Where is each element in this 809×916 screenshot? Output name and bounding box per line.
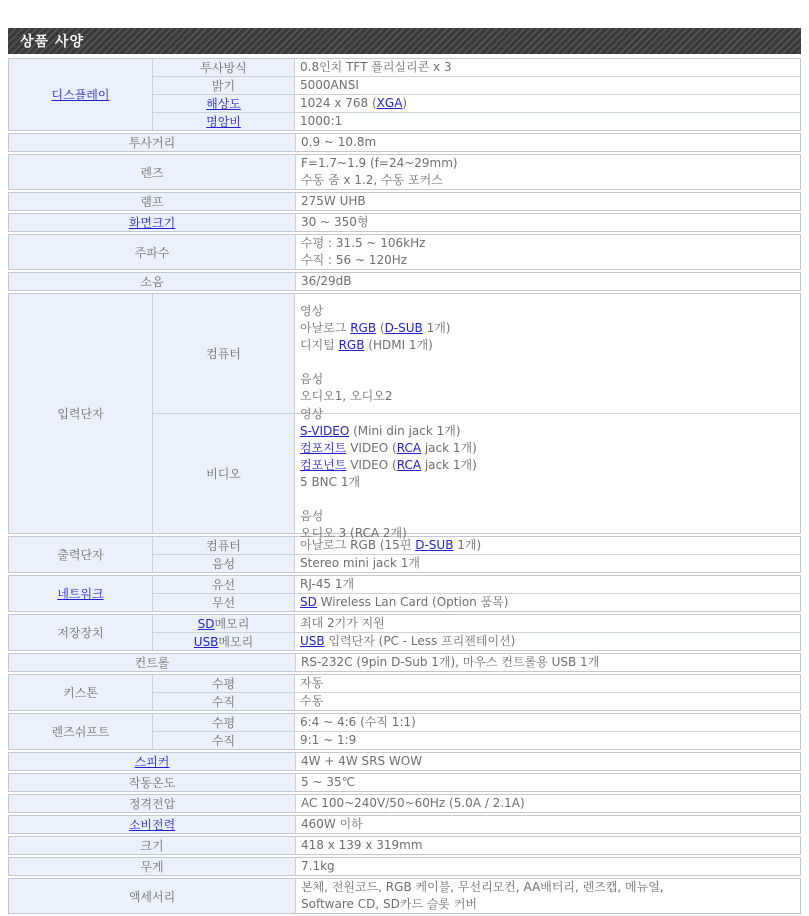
category-text: 입력단자 <box>57 407 104 421</box>
value-line <box>300 675 795 692</box>
value-text: 5 BNC 1개 <box>300 474 361 489</box>
category-text: 무게 <box>140 860 164 874</box>
spec-row <box>153 76 800 94</box>
spec-rows <box>153 537 800 572</box>
value-link[interactable]: RGB <box>350 320 377 335</box>
sub-category-cell <box>153 675 295 692</box>
value-line <box>300 95 795 112</box>
category-link[interactable]: 스피커 <box>134 755 170 769</box>
value-text: 460W 이하 <box>301 817 363 831</box>
value-line <box>300 615 795 632</box>
value-cell <box>296 214 800 231</box>
value-cell <box>296 134 800 151</box>
value-text: 6:4 ~ 4:6 (수직 1:1) <box>300 715 416 729</box>
spec-rows <box>296 134 800 151</box>
spec-row <box>153 731 800 749</box>
value-text: 30 ~ 350형 <box>301 215 369 229</box>
spec-block <box>8 857 801 876</box>
spec-row <box>153 714 800 731</box>
spec-row <box>296 654 800 671</box>
value-text: 본체, 전원코드, RGB 케이블, 무선리모컨, AA배터리, 렌즈캡, 메뉴얼, <box>301 880 664 894</box>
spec-block <box>8 773 801 792</box>
value-cell <box>295 594 800 611</box>
value-text: 1000:1 <box>300 114 343 128</box>
value-text: 디지털 <box>300 337 339 352</box>
sub-category-link[interactable]: USB <box>193 634 219 649</box>
value-line <box>301 837 795 854</box>
value-line <box>301 134 795 151</box>
sub-category-cell <box>153 414 295 533</box>
value-line <box>301 214 795 231</box>
category-cell <box>9 235 296 269</box>
value-text: 자동 <box>300 676 324 690</box>
category-cell <box>9 774 296 791</box>
sub-category-cell <box>153 537 295 554</box>
spec-block <box>8 752 801 771</box>
value-line <box>300 457 795 474</box>
value-link[interactable]: USB <box>300 634 325 648</box>
value-cell <box>295 555 800 572</box>
sub-category-text: 수평 <box>211 716 236 730</box>
value-text: 4W + 4W SRS WOW <box>301 754 423 768</box>
value-text: jack 1개) <box>421 457 477 472</box>
value-text: ) <box>402 96 408 110</box>
spec-row <box>153 537 800 554</box>
value-text: RS-232C (9pin D-Sub 1개), 마우스 컨트롤용 USB 1개 <box>301 655 600 669</box>
value-text: Stereo mini jack 1개 <box>300 556 420 570</box>
sub-category-text: 투사방식 <box>200 61 247 75</box>
spec-block <box>8 653 801 672</box>
value-text: Wireless Lan Card (Option 품목) <box>316 595 509 609</box>
spec-row <box>153 615 800 632</box>
value-line <box>300 594 795 611</box>
spec-rows <box>153 294 800 540</box>
spec-rows <box>296 214 800 231</box>
spec-block <box>8 575 801 612</box>
section-title-bar <box>8 28 801 54</box>
value-text: 영상 <box>300 406 324 421</box>
spec-row <box>296 837 800 854</box>
sub-category-cell <box>153 732 295 749</box>
value-cell <box>296 193 800 210</box>
value-text: 5 ~ 35℃ <box>301 775 356 789</box>
spec-rows <box>296 795 800 812</box>
value-link[interactable]: RCA <box>396 457 422 472</box>
spec-block <box>8 836 801 855</box>
value-text: 9:1 ~ 1:9 <box>300 733 357 747</box>
spec-rows <box>153 675 800 710</box>
spec-row <box>153 94 800 112</box>
spec-row <box>296 193 800 210</box>
value-line <box>300 693 795 710</box>
value-line <box>300 633 795 650</box>
value-text: 7.1kg <box>301 859 335 873</box>
spec-row <box>153 593 800 611</box>
value-line <box>300 320 795 337</box>
value-line <box>300 474 795 491</box>
value-cell <box>295 77 800 94</box>
value-link[interactable]: D-SUB <box>384 320 423 335</box>
category-text: 액세서리 <box>128 889 176 904</box>
value-link[interactable]: XGA <box>376 96 403 110</box>
value-line <box>300 113 795 130</box>
value-text: 수동 줌 x 1.2, 수동 포커스 <box>301 173 443 187</box>
value-line <box>301 879 795 896</box>
value-line <box>301 816 795 833</box>
value-text: 음성 <box>300 508 324 523</box>
value-text: 5000ANSI <box>300 78 359 92</box>
value-line <box>301 896 795 913</box>
value-line <box>300 423 795 440</box>
spec-block <box>8 794 801 813</box>
value-line <box>300 59 795 76</box>
value-line <box>300 576 795 593</box>
value-text: (HDMI 1개) <box>364 337 433 352</box>
category-text: 램프 <box>140 195 164 209</box>
category-text: 출력단자 <box>57 548 104 562</box>
value-text: 오디오 3 (RCA 2개) <box>300 525 407 540</box>
value-link[interactable]: RGB <box>338 337 365 352</box>
value-line <box>300 354 795 371</box>
value-line <box>300 555 795 572</box>
spec-rows <box>296 235 800 269</box>
value-text: VIDEO ( <box>346 457 397 472</box>
value-line <box>301 654 795 671</box>
value-cell <box>295 714 800 731</box>
value-text: 입력단자 (PC - Less 프리젠테이션) <box>324 634 516 648</box>
sub-category-cell <box>153 77 295 94</box>
value-cell <box>295 633 800 650</box>
sub-category-cell <box>153 693 295 710</box>
sub-category-text: 음성 <box>211 557 236 571</box>
spec-block <box>8 536 801 573</box>
spec-row <box>153 554 800 572</box>
value-line <box>300 732 795 749</box>
value-link[interactable]: D-SUB <box>415 538 454 552</box>
value-link[interactable]: RCA <box>396 440 422 455</box>
value-text: 수직 : 56 ~ 120Hz <box>301 253 408 267</box>
category-text: 주파수 <box>134 245 170 260</box>
spec-block <box>8 293 801 540</box>
spec-block <box>8 154 801 190</box>
sub-category-cell <box>153 294 295 413</box>
value-line <box>300 371 795 388</box>
sub-category-link[interactable]: 해상도 <box>206 97 241 111</box>
category-text: 투사거리 <box>128 136 176 150</box>
value-line <box>300 491 795 508</box>
value-line <box>301 858 795 875</box>
value-text: RJ-45 1개 <box>300 577 355 591</box>
spec-row <box>296 858 800 875</box>
value-line <box>301 795 795 812</box>
value-cell <box>295 95 800 112</box>
category-text: 크기 <box>140 839 164 853</box>
value-cell <box>295 732 800 749</box>
category-cell <box>9 858 296 875</box>
spec-rows <box>153 59 800 130</box>
sub-category-text: 수직 <box>211 734 236 748</box>
page-title: 상품 사양 <box>20 34 84 50</box>
spec-row <box>153 294 800 413</box>
value-text: 0.8인치 TFT 폴리실리콘 x 3 <box>300 60 452 74</box>
category-cell <box>9 675 153 710</box>
category-cell <box>9 576 153 611</box>
value-text: F=1.7~1.9 (f=24~29mm) <box>301 156 458 170</box>
value-cell <box>295 693 800 710</box>
spec-row <box>153 112 800 130</box>
spec-block <box>8 192 801 211</box>
value-line <box>301 155 795 172</box>
value-cell <box>295 537 800 554</box>
category-cell <box>9 214 296 231</box>
value-line <box>301 235 795 252</box>
spec-rows <box>296 858 800 875</box>
sub-category-cell <box>153 615 295 632</box>
spec-row <box>296 753 800 770</box>
sub-category-cell <box>153 714 295 731</box>
spec-block <box>8 674 801 711</box>
spec-row <box>153 59 800 76</box>
value-text: 0.9 ~ 10.8m <box>301 135 377 149</box>
category-cell <box>9 753 296 770</box>
category-text: 정격전압 <box>128 797 176 811</box>
spec-block <box>8 58 801 131</box>
spec-rows <box>296 837 800 854</box>
value-text: 아날로그 <box>300 320 351 335</box>
value-text: 음성 <box>300 371 324 386</box>
spec-block <box>8 815 801 834</box>
spec-row <box>153 632 800 650</box>
value-line <box>301 753 795 770</box>
value-cell <box>296 837 800 854</box>
category-link[interactable]: 네트워크 <box>57 587 104 601</box>
sub-category-cell <box>153 59 295 76</box>
category-cell <box>9 537 153 572</box>
value-text: ( <box>376 320 385 335</box>
sub-category-text: 메모리 <box>218 635 254 649</box>
value-line <box>300 77 795 94</box>
category-link[interactable]: 소비전력 <box>128 818 176 832</box>
value-cell <box>295 675 800 692</box>
value-line <box>301 193 795 210</box>
spec-row <box>296 235 800 269</box>
value-cell <box>296 816 800 833</box>
value-cell <box>295 576 800 593</box>
value-cell <box>296 879 800 913</box>
value-cell <box>296 654 800 671</box>
spec-rows <box>153 576 800 611</box>
value-line <box>300 406 795 423</box>
spec-row <box>296 273 800 290</box>
value-text: AC 100~240V/50~60Hz (5.0A / 2.1A) <box>301 796 525 810</box>
spec-rows <box>296 155 800 189</box>
value-cell <box>295 294 800 413</box>
spec-rows <box>296 273 800 290</box>
value-cell <box>295 59 800 76</box>
value-text: 1024 x 768 ( <box>300 96 377 110</box>
category-text: 렌즈쉬프트 <box>51 725 110 739</box>
category-cell <box>9 837 296 854</box>
category-cell <box>9 134 296 151</box>
sub-category-link[interactable]: SD <box>197 616 215 631</box>
value-line <box>300 337 795 354</box>
category-cell <box>9 654 296 671</box>
sub-category-text: 수직 <box>211 695 236 709</box>
spec-row <box>296 214 800 231</box>
value-text: Software CD, SD카드 슬롯 커버 <box>301 897 477 911</box>
value-text: 오디오1, 오디오2 <box>300 388 393 403</box>
spec-row <box>296 155 800 189</box>
value-cell <box>296 235 800 269</box>
spec-row <box>296 774 800 791</box>
category-text: 렌즈 <box>140 165 164 180</box>
sub-category-text: 무선 <box>211 596 236 610</box>
spec-table <box>8 58 801 914</box>
sub-category-text: 밝기 <box>211 79 236 93</box>
sub-category-cell <box>153 95 295 112</box>
value-text: 275W UHB <box>301 194 366 208</box>
spec-rows <box>296 654 800 671</box>
category-cell <box>9 795 296 812</box>
sub-category-text: 비디오 <box>206 467 241 481</box>
value-line <box>300 714 795 731</box>
value-cell <box>296 155 800 189</box>
category-cell <box>9 273 296 290</box>
sub-category-text: 컴퓨터 <box>206 539 241 553</box>
value-text: jack 1개) <box>421 440 477 455</box>
value-text: 수평 : 31.5 ~ 106kHz <box>301 236 426 250</box>
value-text: 최대 2기가 지원 <box>300 616 385 630</box>
category-cell <box>9 615 153 650</box>
spec-rows <box>296 774 800 791</box>
spec-rows <box>296 879 800 913</box>
sub-category-cell <box>153 576 295 593</box>
category-cell <box>9 714 153 749</box>
value-link[interactable]: SD <box>300 595 317 609</box>
value-line <box>301 273 795 290</box>
spec-block <box>8 133 801 152</box>
category-text: 키스톤 <box>63 686 98 700</box>
sub-category-cell <box>153 555 295 572</box>
value-line <box>300 440 795 457</box>
spec-rows <box>296 193 800 210</box>
value-text: 수동 <box>300 694 324 708</box>
category-cell <box>9 879 296 913</box>
value-line <box>301 172 795 189</box>
spec-row <box>296 816 800 833</box>
value-text: VIDEO ( <box>346 440 397 455</box>
sub-category-text: 메모리 <box>214 617 250 631</box>
value-text: 36/29dB <box>301 274 352 288</box>
value-text: 418 x 139 x 319mm <box>301 838 423 852</box>
value-line <box>301 774 795 791</box>
value-line <box>300 303 795 320</box>
value-link[interactable]: 컴포지트 <box>300 440 347 455</box>
spec-row <box>296 795 800 812</box>
value-cell <box>296 273 800 290</box>
sub-category-cell <box>153 594 295 611</box>
spec-row <box>153 675 800 692</box>
value-cell <box>296 774 800 791</box>
category-cell <box>9 155 296 189</box>
category-text: 저장장치 <box>57 626 104 640</box>
spec-block <box>8 713 801 750</box>
category-cell <box>9 294 153 533</box>
value-link[interactable]: S-VIDEO <box>300 423 350 438</box>
category-text: 소음 <box>140 275 164 289</box>
value-link[interactable]: 컴포넌트 <box>300 457 347 472</box>
spec-rows <box>296 816 800 833</box>
spec-block <box>8 614 801 651</box>
value-cell <box>295 113 800 130</box>
sub-category-link[interactable]: 명암비 <box>206 115 241 129</box>
value-cell <box>296 858 800 875</box>
value-text: 1개) <box>422 320 451 335</box>
spec-row <box>153 576 800 593</box>
spec-block <box>8 213 801 232</box>
spec-row <box>153 692 800 710</box>
category-text: 컨트롤 <box>134 656 170 670</box>
spec-row <box>153 406 800 540</box>
value-text: 아날로그 RGB (15핀 <box>300 538 416 552</box>
value-cell <box>296 753 800 770</box>
spec-block <box>8 234 801 270</box>
spec-block <box>8 272 801 291</box>
category-link[interactable]: 디스플레이 <box>51 88 110 102</box>
sub-category-text: 수평 <box>211 677 236 691</box>
category-text: 작동온도 <box>128 776 176 790</box>
value-text: (Mini din jack 1개) <box>349 423 461 438</box>
category-link[interactable]: 화면크기 <box>128 216 176 230</box>
spec-row <box>296 134 800 151</box>
sub-category-text: 컴퓨터 <box>206 347 241 361</box>
sub-category-cell <box>153 633 295 650</box>
spec-block <box>8 878 801 914</box>
spec-rows <box>296 753 800 770</box>
spec-rows <box>153 615 800 650</box>
category-cell <box>9 193 296 210</box>
value-cell <box>295 615 800 632</box>
category-cell <box>9 59 153 130</box>
value-cell <box>296 795 800 812</box>
value-text: 영상 <box>300 303 324 318</box>
value-text: 1개) <box>453 538 482 552</box>
spec-row <box>296 879 800 913</box>
spec-rows <box>153 714 800 749</box>
value-line <box>300 388 795 405</box>
value-cell <box>295 406 800 540</box>
value-line <box>301 252 795 269</box>
value-line <box>300 537 795 554</box>
sub-category-text: 유선 <box>211 578 236 592</box>
category-cell <box>9 816 296 833</box>
value-line <box>300 508 795 525</box>
sub-category-cell <box>153 113 295 130</box>
